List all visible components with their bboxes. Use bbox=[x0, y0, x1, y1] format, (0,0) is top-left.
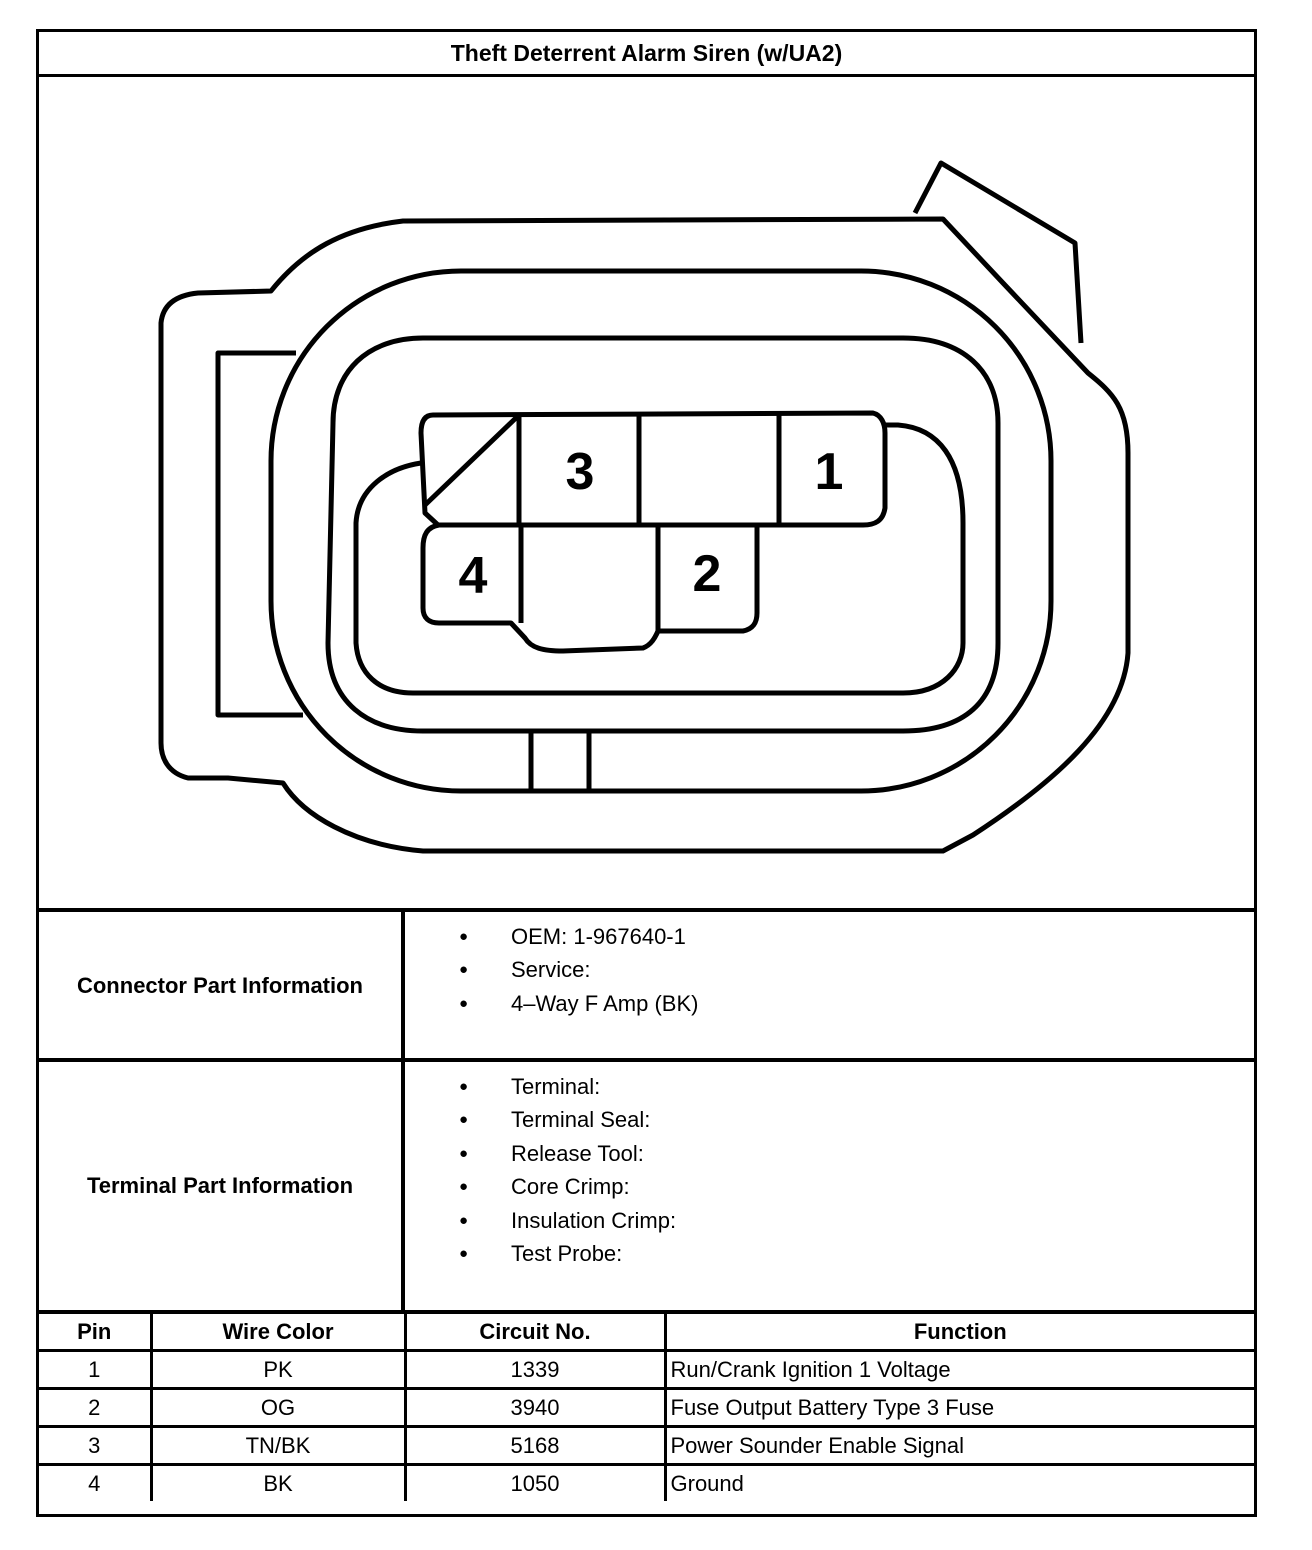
column-header: Function bbox=[665, 1312, 1254, 1351]
table-row bbox=[39, 1427, 1254, 1465]
pin-label-1: 1 bbox=[814, 443, 844, 501]
pin-label-2: 2 bbox=[692, 545, 722, 603]
latch-tab bbox=[915, 163, 1081, 343]
list-item: ● OEM: 1-967640-1 bbox=[459, 920, 698, 953]
pin-cell: 1 bbox=[39, 1351, 151, 1389]
pin-table bbox=[39, 1310, 1254, 1501]
list-item: ● Core Crimp: bbox=[459, 1170, 676, 1203]
circuit-cell: 3940 bbox=[405, 1389, 665, 1427]
function-cell: Ground bbox=[665, 1465, 1254, 1502]
list-item: ● Release Tool: bbox=[459, 1137, 676, 1170]
connector-face-diagram bbox=[39, 77, 1254, 912]
column-header: Wire Color bbox=[151, 1312, 405, 1351]
pin-label-3: 3 bbox=[565, 443, 595, 501]
pin-cell: 3 bbox=[39, 1427, 151, 1465]
pin-label-4: 4 bbox=[458, 547, 488, 605]
list-item: ● Service: bbox=[459, 953, 698, 986]
circuit-cell: 5168 bbox=[405, 1427, 665, 1465]
terminal-info-list bbox=[459, 1070, 676, 1270]
page-title: Theft Deterrent Alarm Siren (w/UA2) bbox=[39, 32, 1254, 77]
function-cell: Power Sounder Enable Signal bbox=[665, 1427, 1254, 1465]
pin-cell: 4 bbox=[39, 1465, 151, 1502]
wire-color-cell: BK bbox=[151, 1465, 405, 1502]
connector-info-list bbox=[459, 920, 698, 1020]
circuit-cell: 1050 bbox=[405, 1465, 665, 1502]
bottom-rib bbox=[531, 733, 589, 793]
terminal-info-label: Terminal Part Information bbox=[39, 1062, 405, 1310]
column-header: Circuit No. bbox=[405, 1312, 665, 1351]
table-header-row bbox=[39, 1312, 1254, 1351]
table-row bbox=[39, 1351, 1254, 1389]
function-cell: Run/Crank Ignition 1 Voltage bbox=[665, 1351, 1254, 1389]
list-item: ● Terminal: bbox=[459, 1070, 676, 1103]
wire-color-cell: PK bbox=[151, 1351, 405, 1389]
connector-info-label: Connector Part Information bbox=[39, 912, 405, 1060]
wire-color-cell: OG bbox=[151, 1389, 405, 1427]
list-item: ● Terminal Seal: bbox=[459, 1103, 676, 1136]
list-item: ● Test Probe: bbox=[459, 1237, 676, 1270]
terminal-part-information bbox=[39, 1058, 1254, 1310]
polarization-key bbox=[425, 415, 519, 505]
circuit-cell: 1339 bbox=[405, 1351, 665, 1389]
list-item: ● Insulation Crimp: bbox=[459, 1204, 676, 1237]
inner-cavity bbox=[328, 338, 998, 731]
list-item: ● 4–Way F Amp (BK) bbox=[459, 987, 698, 1020]
side-lock bbox=[218, 353, 303, 715]
seal-ring bbox=[271, 271, 1051, 791]
table-row bbox=[39, 1465, 1254, 1502]
table-row bbox=[39, 1389, 1254, 1427]
pin-cell: 2 bbox=[39, 1389, 151, 1427]
wire-color-cell: TN/BK bbox=[151, 1427, 405, 1465]
connector-part-information bbox=[39, 908, 1254, 1060]
column-header: Pin bbox=[39, 1312, 151, 1351]
connector-sheet bbox=[36, 29, 1257, 1517]
function-cell: Fuse Output Battery Type 3 Fuse bbox=[665, 1389, 1254, 1427]
